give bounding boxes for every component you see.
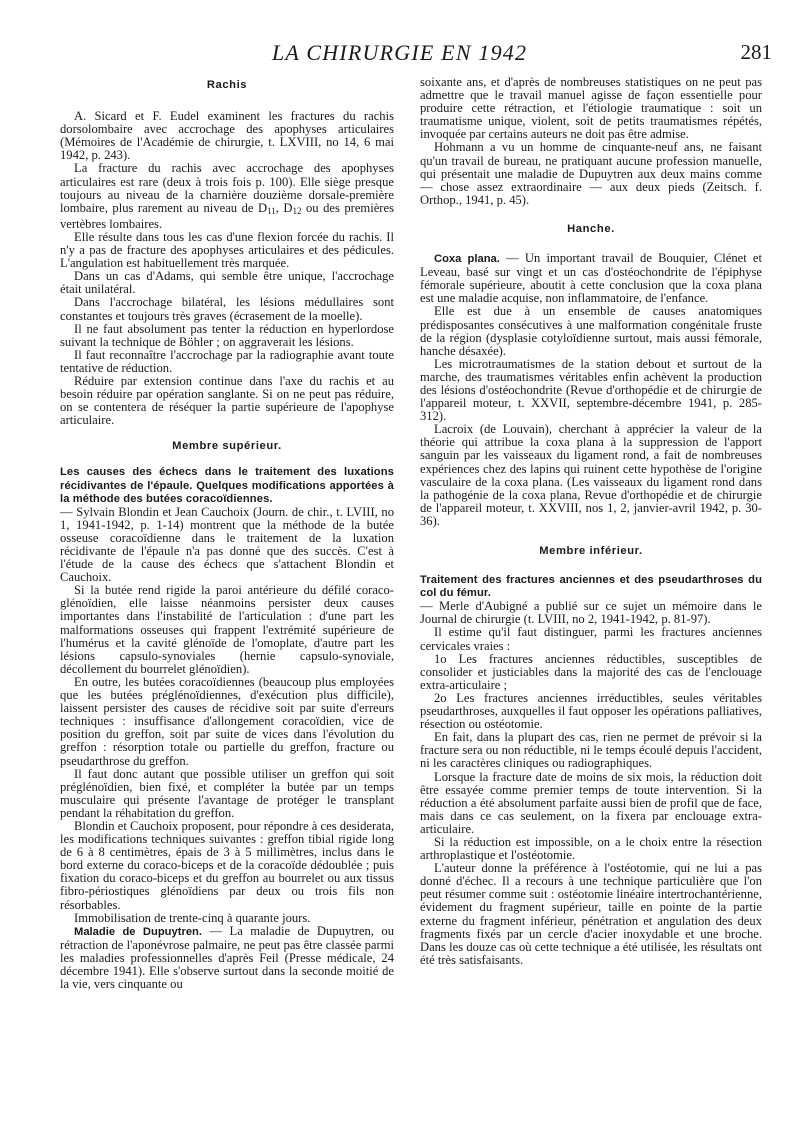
- left-column: [60, 76, 394, 991]
- section-title-membre-inferieur: Membre inférieur.: [539, 545, 643, 557]
- membre-sup-paragraph-3: En outre, les butées coracoïdiennes (beaucoup plus employées que les butées prégléno​ïdiennes, d'exécution plus difficile), laissent persister des causes de récidive soit par suite d'erreurs techniques : insuffisance d'allongement coracoïdien, vice de position du greffon, soit par suite de vices dans l'évolution du greffon : résorption totale ou partielle du greffon, fracture ou pseudarthrose du greffon.: [60, 674, 394, 768]
- membre-sup-paragraph-4: Il faut donc autant que possible utiliser un greffon qui soit prégléno​ïdien, bien fixé, et compléter la butée par un temps musculaire qui présente l'avantage de protéger le transplant pendant la réhabitation du greffon.: [60, 766, 394, 820]
- hanche-paragraph-4: Lacroix (de Louvain), cherchant à apprécier la valeur de la théorie qui attribue la coxa plana à la suppression de l'apport sanguin par les vaisseaux du ligament rond, a fait de nombreuses expériences chez des lapins qui ruinent cette hypothèse de l'origine vasculaire de la coxa plana. (Les vaisseaux du ligament rond dans la pathogénie de la coxa plana, Revue d'orthopédie et de chirurgie de l'appareil moteur, t. XXVIII, nos 1, 2, janvier-avril 1942, p. 30-36).: [420, 422, 762, 528]
- section-title-hanche: Hanche.: [567, 222, 615, 235]
- membre-sup-paragraph-5: Blondin et Cauchoix proposent, pour répondre à ces desiderata, les modifications techniques suivantes : greffon tibial rigide long de 6 à 8 centimètres, épais de 3 à 5 millimètres, inclus dans le bord externe du coraco-biceps et de la coracoïde dédoublée ; puis fixation du coraco-biceps et du greffon au bourrelet ou aux tissus fibro-périostiques glénoïdiens par deux ou trois fils non résorbables.: [60, 818, 394, 912]
- membre-inf-paragraph-6: Lorsque la fracture date de moins de six mois, la réduction doit être essayée comme premier temps de toute intervention. Si la réduction a été absolument parfaite aussi bien de profil que de face, mais dans ce cas seulement, on la fixera par enclouage extra-articulaire.: [420, 769, 762, 836]
- coxa-plana-heading: Coxa plana.: [434, 253, 500, 266]
- rachis-paragraph-5: Dans l'accrochage bilatéral, les lésions médullaires sont constantes et toujours très graves (écrasement de la moelle).: [60, 295, 394, 323]
- membre-inf-lead-heading: Traitement des fractures anciennes et des pseudarthroses du col du fémur.: [420, 574, 762, 600]
- membre-inf-paragraph-3: 1o Les fractures anciennes réductibles, susceptibles de consolider et justiciables dans la majorité des cas de l'enclouage extra-articulaire ;: [420, 651, 762, 692]
- running-header: [60, 40, 772, 70]
- membre-sup-lead-text: — Sylvain Blondin et Jean Cauchoix (Journ. de chir., t. LVIII, no 1, 1941-1942, p. 1-14) montrent que la méthode de la butée osseuse coracoïdienne dans le traitement de la luxation récidivante de l'épaule n'a pas donné que des succès. C'est à l'étude de la cause des échecs que s'attachent Blondin et Cauchoix.: [60, 504, 394, 585]
- page-number: 281: [740, 40, 772, 64]
- membre-inf-paragraph-5: En fait, dans la plupart des cas, rien ne permet de prévoir si la fracture sera ou non réductible, ni le temps écoulé depuis l'accident, ni les caractères cliniques ou radiographiques.: [420, 730, 762, 771]
- rachis-paragraph-4: Dans un cas d'Adams, qui semble être unique, l'accrochage était unilatéral.: [60, 269, 394, 297]
- rachis-p2-subscript-2: 12: [292, 205, 302, 216]
- rachis-paragraph-2: [60, 162, 394, 230]
- membre-inf-paragraph-7: Si la réduction est impossible, on a le choix entre la résection arthroplastique et l'ostéotomie.: [420, 834, 762, 863]
- rachis-p2-end: ou des premières vertèbres lombaires.: [60, 200, 394, 231]
- membre-sup-paragraph-2: Si la butée rend rigide la paroi antérieure du défilé coraco-glénoïdien, elle laisse néanmoins persister deux causes importantes dans l'instabilité de l'articulation : d'une part les malformations osseuses qui frappent l'extrémité supérieure de l'humérus et la cavité glénoïde de l'omoplate, d'autre part les lésions capsulo-synoviales (hernie capsulo-synoviale, décollement du bourrelet glénoïdien).: [60, 583, 394, 676]
- rachis-p2-text: La fracture du rachis avec accrochage des apophyses articulaires est rare (deux à trois fois p. 100). Elle siège presque toujours au niveau de la charnière douzième dorsale-première lombaire, plus rarement au niveau de D: [60, 161, 394, 215]
- right-column: [420, 76, 762, 967]
- membre-inf-paragraph-2: Il estime qu'il faut distinguer, parmi les fractures anciennes cervicales vraies :: [420, 625, 762, 653]
- coxa-plana-paragraph: [420, 252, 762, 305]
- dupuytren-text: — La maladie de Dupuytren, ou rétraction de l'aponévrose palmaire, ne peut pas être classée parmi les maladies professionnelles d'après Feil (Presse médicale, 24 décembre 1941). Elle s'observe surtout dans la seconde moitié de la vie, vers cinquante ou: [60, 923, 394, 992]
- membre-sup-lead-heading: Les causes des échecs dans le traitement des luxations récidivantes de l'épaule. Quelques modifications apportées à la méthode des butées coracoïdiennes.: [60, 466, 394, 505]
- dupuytren-heading: Maladie de Dupuytren.: [74, 925, 202, 938]
- dupuytren-paragraph: [60, 925, 394, 991]
- rachis-p2-subscript-1: 11: [267, 205, 276, 216]
- rachis-paragraph-8: Réduire par extension continue dans l'axe du rachis et au besoin réduire par opération sanglante. Si on ne peut pas réduire, on se contentera de réséquer la partie supérieure de l'apophyse articulaire.: [60, 373, 394, 428]
- hanche-paragraph-3: Les microtraumatismes de la station debout et surtout de la marche, des traumatismes véritables enfin achèvent la production des lésions d'ostéochondrite (Revue d'orthopédie et de chirurgie de l'appareil moteur, t. XXVII, septembre-décembre 1941, p. 285-312).: [420, 356, 762, 424]
- coxa-plana-text: — Un important travail de Bouquier, Clénet et Leveau, basé sur vingt et un cas d'ostéochondrite de l'épiphyse fémorale supérieure, aboutit à cette conclusion que la coxa plana est une maladie acquise, non inflammatoire, de l'enfance.: [420, 251, 763, 306]
- rachis-p2-mid: , D: [275, 200, 293, 215]
- rachis-paragraph-3: Elle résulte dans tous les cas d'une flexion forcée du rachis. Il n'y a pas de fracture des apophyses articulaires et des pédicules. L'angulation est habituellement très marquée.: [60, 229, 394, 271]
- hanche-paragraph-2: Elle est due à un ensemble de causes anatomiques prédisposantes consécutives à une malformation congénitale fruste de la région (dysplasie cotyloïdienne surtout, mais aussi fémorale, hanche désaxée).: [420, 304, 762, 358]
- hohmann-paragraph: Hohmann a vu un homme de cinquante-neuf ans, ne faisant qu'un travail de bureau, ne pratiquant aucune profession manuelle, qui présentait une maladie de Dupuytren aux deux mains comme — chose assez extraordinaire — aux deux pieds (Zeitsch. f. Orthop., 1941, p. 45).: [420, 140, 762, 207]
- rachis-paragraph-7: Il faut reconnaître l'accrochage par la radiographie avant toute tentative de réduction.: [60, 347, 394, 375]
- rachis-paragraph-6: Il ne faut absolument pas tenter la réduction en hyperlordose suivant la technique de Böhler ; on aggraverait les lésions.: [60, 321, 394, 349]
- membre-sup-paragraph-6: Immobilisation de trente-cinq à quarante jours.: [74, 910, 311, 925]
- section-title-membre-superieur: Membre supérieur.: [172, 440, 282, 453]
- membre-inf-paragraph-4: 2o Les fractures anciennes irréductibles, seules véritables pseudarthroses, auxquelles il faut opposer les opérations palliatives, résection ou ostéotomie.: [420, 690, 762, 732]
- running-title: LA CHIRURGIE EN 1942: [272, 40, 528, 65]
- rachis-paragraph-1: A. Sicard et F. Eudel examinent les fractures du rachis dorsolombaire avec accrochage des apophyses articulaires (Mémoires de l'Académie de chirurgie, t. LXVIII, no 14, 6 mai 1942, p. 243).: [60, 109, 394, 163]
- membre-inf-paragraph-8: L'auteur donne la préférence à l'ostéotomie, qui ne lui a pas donné d'échec. Il a recours à une technique particulière que l'on peut résumer comme suit : ostéotomie linéaire intertrochantérienne, évidement du fragment supérieur, taille en pointe de la partie externe du fragment inférieur, pénétration et angulation des deux fragments fixés par un cercle d'acier inoxydable et une broche. Dans les douze cas où cette technique a été utilisée, les résultats ont été très satisfaisants.: [420, 861, 762, 967]
- dupuytren-continuation: soixante ans, et d'après de nombreuses statistiques on ne peut pas admettre que le travail manuel agisse de façon essentielle pour produire cette rétraction, et l'étiologie traumatique : soit un traumatisme unique, violent, soit de petits traumatismes répétés, invoquée par certains auteurs ne doit pas être admise.: [420, 75, 762, 142]
- section-title-rachis: Rachis: [206, 79, 248, 91]
- membre-inf-lead-text: — Merle d'Aubigné a publié sur ce sujet un mémoire dans le Journal de chirurgie (t. LVIII, no 2, 1941-1942, p. 81-97).: [420, 599, 762, 627]
